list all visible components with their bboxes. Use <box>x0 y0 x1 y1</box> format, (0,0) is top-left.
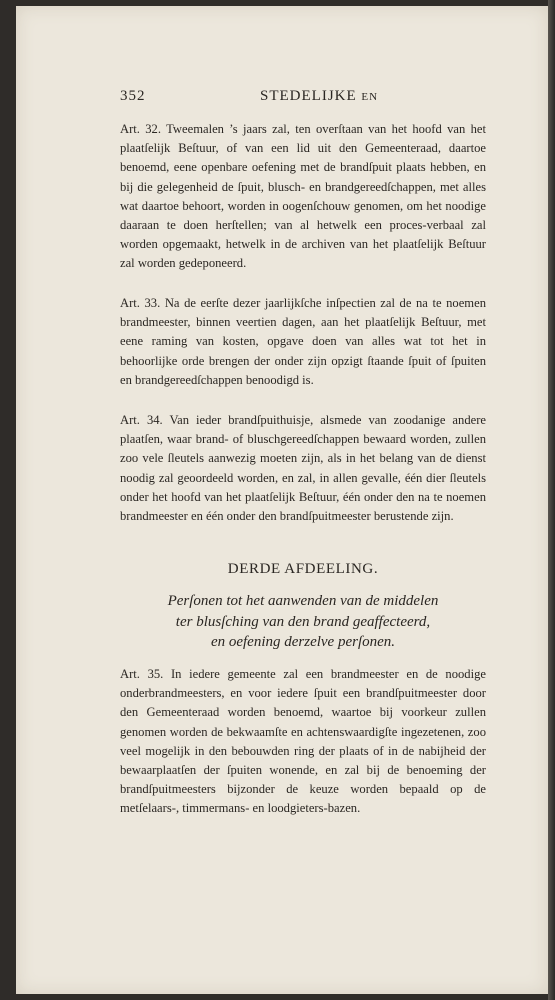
subheading-line-2: ter blusſching van den brand geaffecteerd, <box>175 613 431 630</box>
page-number: 352 <box>120 88 146 104</box>
article-32: Art. 32. Tweemalen ’s jaars zal, ten overſtaan van het hoofd van het plaatſelijk Beſtuur, of van een lid uit den Gemeenteraad, daartoe benoemd, eene openbare oefening met de brandſpuit plaats hebben, en bij die gelegenheid de ſpuit, blusch- en brandgereedſchappen, met alles wat daartoe behoort, worden in oogenſchouw genomen, om het noodige daaraan te doen herſtellen; van al hetwelk een proces-verbaal zal worden opgemaakt, hetwelk in de archiven van het plaatſelijk Beſtuur zal worden gedeponeerd. <box>120 122 486 271</box>
page-edge-shadow <box>548 0 555 1000</box>
subheading-line-1: Perſonen tot het aanwenden van de middelen <box>167 593 439 609</box>
section-heading: DERDE AFDEELING. <box>227 561 379 577</box>
section-subheading <box>120 591 486 653</box>
article-35: Art. 35. In iedere gemeente zal een brandmeester en de noodige onderbrandmeesters, en voor iedere ſpuit een brandſpuitmeester door den Gemeenteraad worden benoemd, waartoe bij voorkeur zullen genomen worden de bekwaamſte en achtenswaardigſte ingezetenen, zoo veel mogelijk in den bebouwden ring der plaats of in de nabijheid der bewaarplaatſen der ſpuiten wonende, en zal bij de benoeming der brandſpuitmeesters bijzonder de keuze worden bepaald op de metſelaars-, timmermans- en loodgieters-bazen. <box>120 667 486 816</box>
subheading-line-3: en oefening derzelve perſonen. <box>210 634 396 650</box>
article-34: Art. 34. Van ieder brandſpuithuisje, alsmede van zoodanige andere plaatſen, waar brand- of bluschgereedſchappen bewaard worden, zullen zoo vele ſleutels aanwezig moeten zijn, als in het belang van de dienst noodig zal geoordeeld worden, en zal, in allen gevalle, één dier ſleutels onder het hoofd van het plaatſelijk Beſtuur, één onder den na te noemen brandmeester en één onder den brandſpuitmeester berustende zijn. <box>120 413 486 524</box>
running-title-suffix: EN <box>361 91 379 103</box>
page-header <box>120 86 486 112</box>
article-33: Art. 33. Na de eerſte dezer jaarlijkſche inſpectien zal de na te noemen brandmeester, binnen veertien dagen, aan het plaatſelijk Beſtuur, met eene raming van kosten, opgave doen van alles wat tot het in behoorlijke orde brengen der onder zijn opzigt ſtaande ſpuit of ſpuiten en brandgereedſchappen benoodigd is. <box>120 296 486 387</box>
running-title-main: STEDELIJKE <box>260 88 357 104</box>
running-title <box>260 88 378 105</box>
